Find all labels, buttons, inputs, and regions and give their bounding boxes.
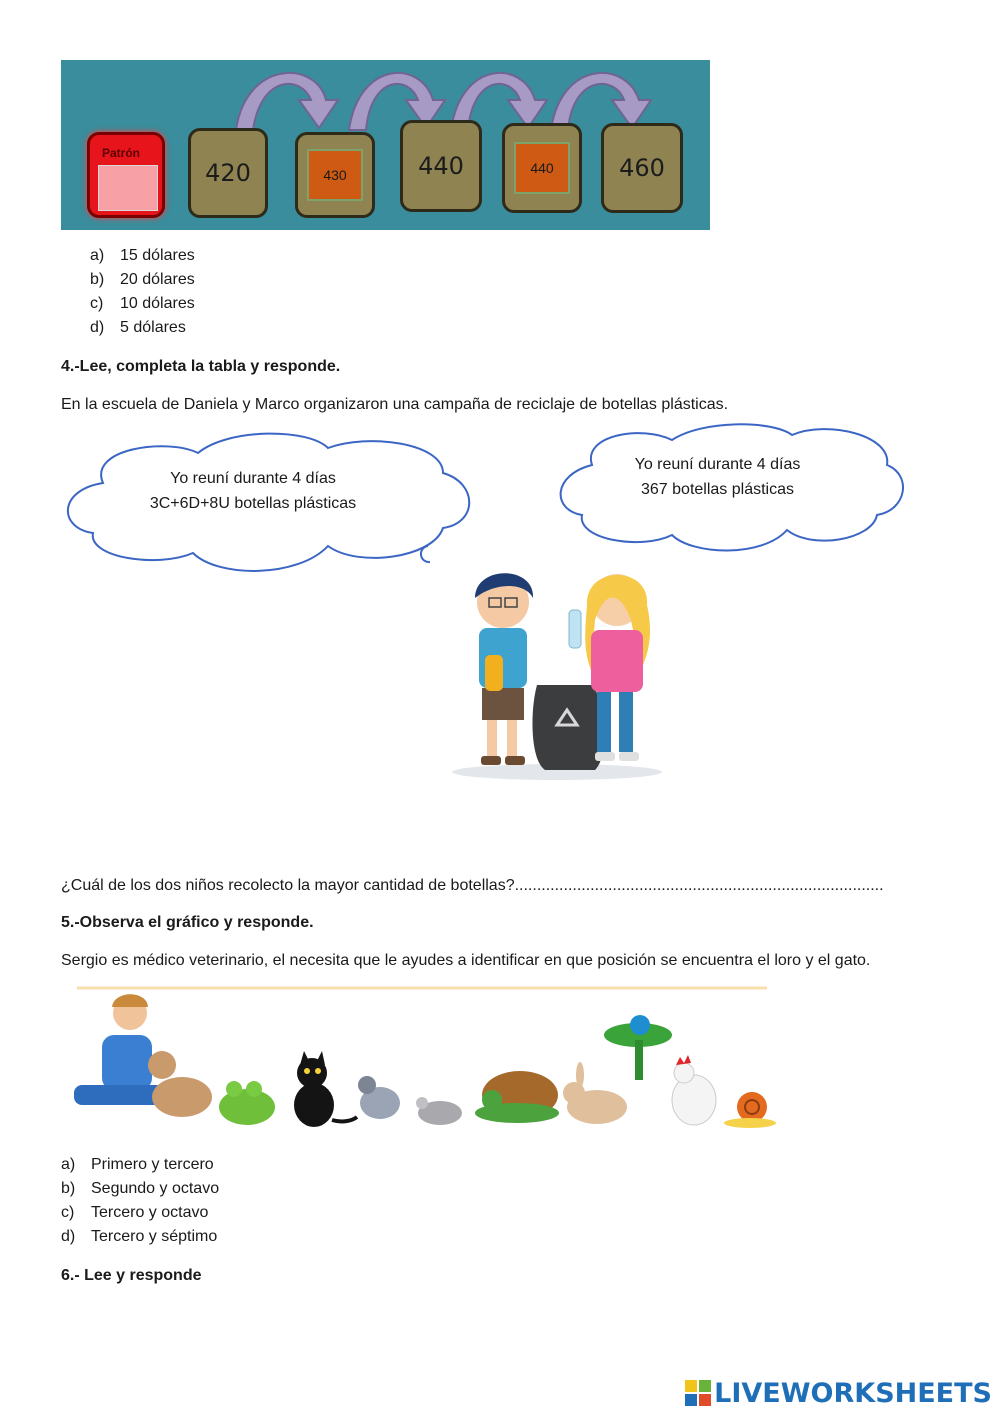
q5-title: 5.-Observa el gráfico y responde. (61, 914, 314, 931)
pattern-tile-1 (188, 128, 268, 218)
q3-option-a[interactable]: a) 15 dólares (90, 247, 195, 264)
q4-question: ¿Cuál de los dos niños recolecto la mayor cantidad de botellas?................................................................................... (61, 877, 884, 894)
q5-option-c[interactable]: c) Tercero y octavo (61, 1204, 209, 1221)
tile-value: 430 (323, 167, 347, 183)
cloud-left-text: Yo reuní durante 4 días 3C+6D+8U botellas plásticas (149, 470, 357, 512)
tile-value: 460 (619, 154, 665, 182)
liveworksheets-logo (685, 1376, 992, 1410)
cloud-right-text: Yo reuní durante 4 días 367 botellas plásticas (634, 456, 801, 498)
pattern-tile-3 (400, 120, 482, 212)
q5-intro: Sergio es médico veterinario, el necesita que le ayudes a identificar en que posición se encuentra el loro y el gato. (61, 952, 871, 969)
tile-value: 420 (205, 159, 251, 187)
pattern-tile-4 (502, 123, 582, 213)
tile-answer-box[interactable] (307, 149, 363, 201)
q5-option-a[interactable]: a) Primero y tercero (61, 1156, 214, 1173)
tile-value: 440 (418, 152, 464, 180)
q3-option-d[interactable]: d) 5 dólares (90, 319, 186, 336)
pattern-tile-5 (601, 123, 683, 213)
pattern-tile-2 (295, 132, 375, 218)
logo-text: LIVEWORKSHEETS (714, 1377, 992, 1409)
q4-intro: En la escuela de Daniela y Marco organizaron una campaña de reciclaje de botellas plásticas. (61, 396, 729, 413)
kids-recycling-illustration (445, 560, 675, 785)
animals-row-illustration (62, 985, 777, 1135)
q5-option-d[interactable]: d) Tercero y séptimo (61, 1228, 218, 1245)
tile-value: 440 (530, 160, 554, 176)
q5-option-b[interactable]: b) Segundo y octavo (61, 1180, 220, 1197)
patron-tile (87, 132, 165, 218)
number-pattern-image (61, 60, 710, 230)
patron-answer-box[interactable] (98, 165, 158, 211)
tile-answer-box[interactable] (514, 142, 570, 194)
q3-option-b[interactable]: b) 20 dólares (90, 271, 195, 288)
q4-title: 4.-Lee, completa la tabla y responde. (61, 358, 341, 375)
liveworksheets-icon (685, 1380, 711, 1406)
q3-option-c[interactable]: c) 10 dólares (90, 295, 195, 312)
patron-label: Patrón (102, 146, 141, 160)
q6-title: 6.- Lee y responde (61, 1267, 202, 1284)
